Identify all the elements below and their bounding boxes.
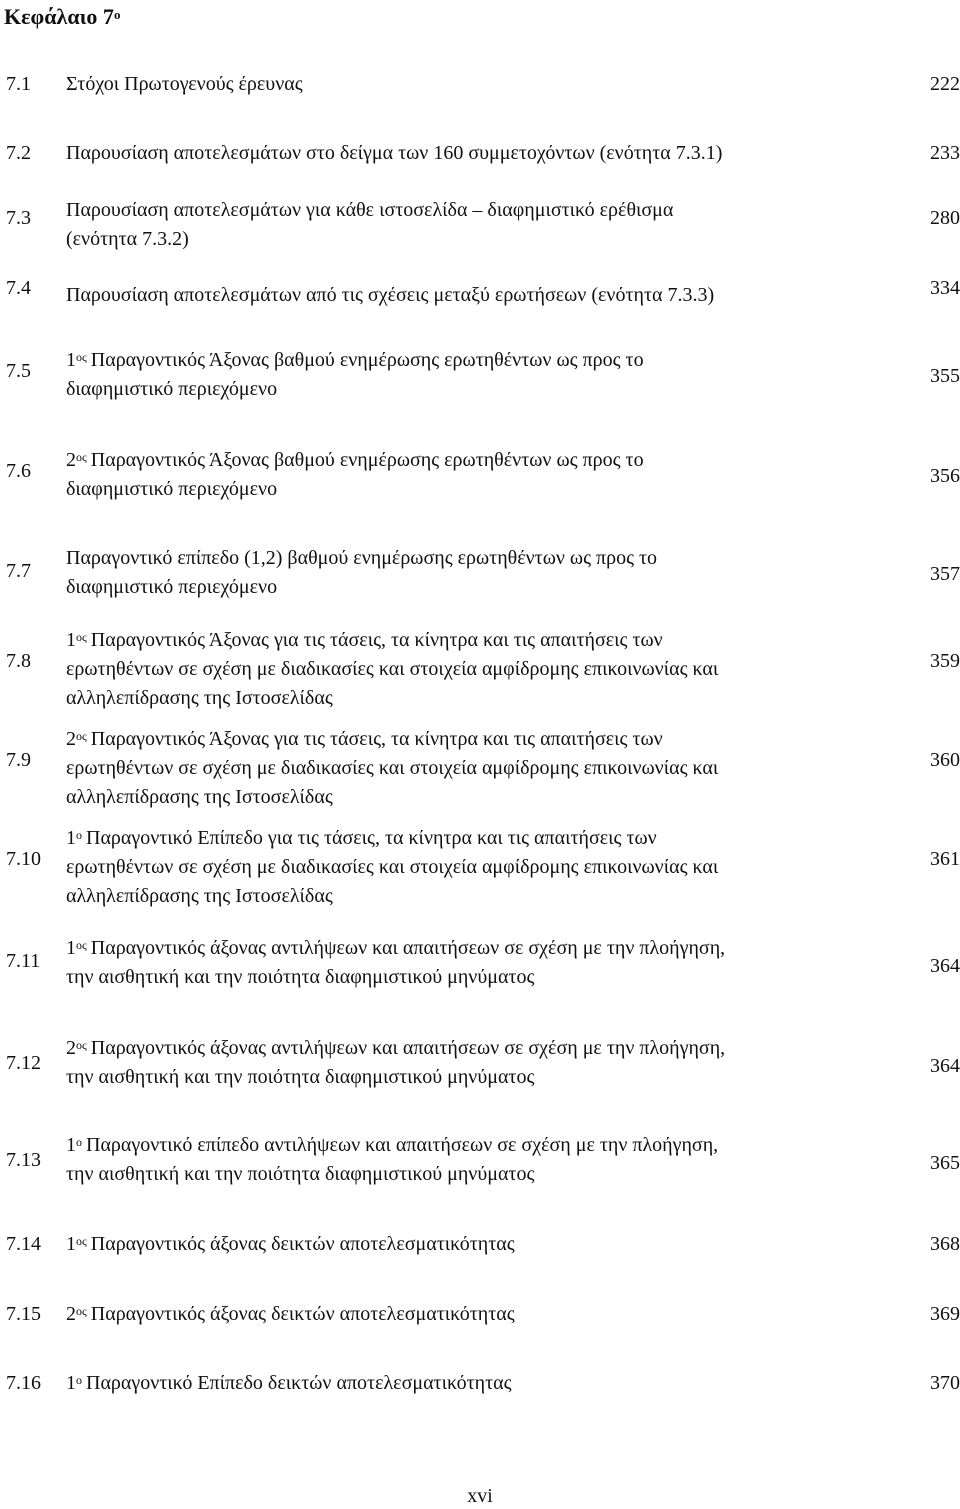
toc-entry-title — [66, 281, 876, 310]
title-text: Παραγοντικός Άξονας βαθμού ενημέρωσης ερωτηθέντων ως προς το — [90, 349, 644, 371]
toc-entry-title-line — [66, 626, 876, 655]
toc-entry-title-line — [66, 934, 876, 963]
title-text: (ενότητα 7.3.2) — [66, 228, 189, 250]
toc-entry-title-line — [66, 196, 876, 225]
toc-entry-title — [66, 934, 876, 992]
ordinal-suffix: ος — [76, 938, 87, 952]
toc-entry-number: 7.8 — [6, 650, 31, 672]
toc-entry-title — [66, 139, 876, 168]
ordinal-suffix: ος — [76, 1038, 87, 1052]
toc-entry-title — [66, 1034, 876, 1092]
toc-entry-page-number: 334 — [930, 277, 960, 299]
toc-entry-number: 7.13 — [6, 1149, 41, 1171]
ordinal-suffix: ο — [76, 1135, 82, 1149]
toc-entry-page-number: 369 — [930, 1303, 960, 1325]
toc-entry-title-line — [66, 70, 876, 99]
title-text: διαφημιστικό περιεχόμενο — [66, 378, 278, 400]
toc-entry-title-line — [66, 375, 876, 404]
toc-entry-number: 7.4 — [6, 277, 31, 299]
ordinal-number: 1 — [66, 349, 76, 371]
toc-entry-number: 7.10 — [6, 848, 41, 870]
toc-entry-title — [66, 544, 876, 602]
toc-entry-title-line — [66, 824, 876, 853]
title-text: την αισθητική και την ποιότητα διαφημιστικού μηνύματος — [66, 1066, 535, 1088]
title-text: ερωτηθέντων σε σχέση με διαδικασίες και στοιχεία αμφίδρομης επικοινωνίας και — [66, 757, 719, 779]
title-text: Παραγοντικό επίπεδο (1,2) βαθμού ενημέρωσης ερωτηθέντων ως προς το — [66, 547, 658, 569]
title-text: Παραγοντικό Επίπεδο δεικτών αποτελεσματικότητας — [86, 1372, 512, 1394]
toc-entry-page-number: 222 — [930, 73, 960, 95]
toc-entry-title-line — [66, 655, 876, 684]
toc-entry-page-number: 355 — [930, 365, 960, 387]
toc-entry-number: 7.16 — [6, 1372, 41, 1394]
ordinal-number: 2 — [66, 728, 76, 750]
title-text: Παραγοντικός άξονας δεικτών αποτελεσματικότητας — [90, 1303, 515, 1325]
page-number-footer: xvi — [467, 1485, 493, 1507]
toc-entry-title-line — [66, 882, 876, 911]
toc-entry-number: 7.12 — [6, 1052, 41, 1074]
toc-entry-number: 7.9 — [6, 749, 31, 771]
ordinal-number: 1 — [66, 827, 76, 849]
ordinal-suffix: ο — [76, 828, 82, 842]
toc-entry-number: 7.7 — [6, 560, 31, 582]
toc-entry-page-number: 368 — [930, 1233, 960, 1255]
toc-entry-page-number: 233 — [930, 142, 960, 164]
ordinal-number: 1 — [66, 1134, 76, 1156]
toc-entry-title-line — [66, 225, 876, 254]
ordinal-suffix: ος — [76, 1304, 87, 1318]
toc-entry-number: 7.11 — [6, 950, 41, 972]
chapter-heading-text: Κεφάλαιο 7 — [4, 4, 114, 29]
toc-entry-number: 7.15 — [6, 1303, 41, 1325]
title-text: Παραγοντικός άξονας αντιλήψεων και απαιτήσεων σε σχέση με την πλοήγηση, — [90, 937, 726, 959]
toc-entry-title-line — [66, 1063, 876, 1092]
toc-entry-number: 7.14 — [6, 1233, 41, 1255]
toc-entry-title-line — [66, 1230, 876, 1259]
toc-entry-page-number: 360 — [930, 749, 960, 771]
title-text: Παρουσίαση αποτελεσμάτων στο δείγμα των 160 συμμετοχόντων (ενότητα 7.3.1) — [66, 142, 723, 164]
toc-entry-title-line — [66, 1369, 876, 1398]
title-text: Παρουσίαση αποτελεσμάτων από τις σχέσεις μεταξύ ερωτήσεων (ενότητα 7.3.3) — [66, 284, 715, 306]
ordinal-number: 2 — [66, 1303, 76, 1325]
toc-entry-page-number: 364 — [930, 1055, 960, 1077]
toc-entry-title-line — [66, 725, 876, 754]
chapter-heading — [4, 2, 120, 32]
title-text: Παραγοντικός Άξονας για τις τάσεις, τα κίνητρα και τις απαιτήσεις των — [90, 728, 663, 750]
toc-entry-title — [66, 1131, 876, 1189]
title-text: αλληλεπίδρασης της Ιστοσελίδας — [66, 687, 333, 709]
title-text: ερωτηθέντων σε σχέση με διαδικασίες και στοιχεία αμφίδρομης επικοινωνίας και — [66, 658, 719, 680]
toc-entry-page-number: 356 — [930, 465, 960, 487]
ordinal-suffix: ος — [76, 1234, 87, 1248]
ordinal-number: 1 — [66, 1233, 76, 1255]
toc-entry-page-number: 359 — [930, 650, 960, 672]
toc-entry-page-number: 365 — [930, 1152, 960, 1174]
toc-entry-page-number: 361 — [930, 848, 960, 870]
ordinal-suffix: ο — [76, 1373, 82, 1387]
ordinal-suffix: ος — [76, 630, 87, 644]
toc-entry-title-line — [66, 1300, 876, 1329]
toc-entry-title-line — [66, 475, 876, 504]
toc-entry-page-number: 357 — [930, 563, 960, 585]
title-text: διαφημιστικό περιεχόμενο — [66, 478, 278, 500]
title-text: Παραγοντικό επίπεδο αντιλήψεων και απαιτήσεων σε σχέση με την πλοήγηση, — [86, 1134, 719, 1156]
title-text: Παρουσίαση αποτελεσμάτων για κάθε ιστοσελίδα – διαφημιστικό ερέθισμα — [66, 199, 674, 221]
toc-entry-title — [66, 1300, 876, 1329]
toc-entry-page-number: 370 — [930, 1372, 960, 1394]
toc-entry-number: 7.3 — [6, 207, 31, 229]
toc-entry-title-line — [66, 139, 876, 168]
ordinal-number: 1 — [66, 937, 76, 959]
toc-entry-number: 7.1 — [6, 73, 31, 95]
toc-entry-title-line — [66, 1131, 876, 1160]
ordinal-number: 2 — [66, 1037, 76, 1059]
title-text: Παραγοντικός άξονας αντιλήψεων και απαιτήσεων σε σχέση με την πλοήγηση, — [90, 1037, 726, 1059]
toc-entry-title-line — [66, 1034, 876, 1063]
toc-entry-title-line — [66, 281, 876, 310]
ordinal-number: 2 — [66, 449, 76, 471]
title-text: Παραγοντικό Επίπεδο για τις τάσεις, τα κίνητρα και τις απαιτήσεις των — [86, 827, 657, 849]
title-text: την αισθητική και την ποιότητα διαφημιστικού μηνύματος — [66, 1163, 535, 1185]
toc-entry-title — [66, 446, 876, 504]
title-text: Παραγοντικός άξονας δεικτών αποτελεσματικότητας — [90, 1233, 515, 1255]
ordinal-suffix: ος — [76, 729, 87, 743]
toc-entry-title-line — [66, 754, 876, 783]
toc-entry-title — [66, 346, 876, 404]
title-text: αλληλεπίδρασης της Ιστοσελίδας — [66, 885, 333, 907]
toc-entry-title — [66, 626, 876, 713]
toc-entry-page-number: 280 — [930, 207, 960, 229]
ordinal-suffix: ος — [76, 350, 87, 364]
title-text: ερωτηθέντων σε σχέση με διαδικασίες και στοιχεία αμφίδρομης επικοινωνίας και — [66, 856, 719, 878]
title-text: την αισθητική και την ποιότητα διαφημιστικού μηνύματος — [66, 966, 535, 988]
title-text: αλληλεπίδρασης της Ιστοσελίδας — [66, 786, 333, 808]
toc-entry-title — [66, 725, 876, 812]
title-text: διαφημιστικό περιεχόμενο — [66, 576, 278, 598]
ordinal-number: 1 — [66, 1372, 76, 1394]
title-text: Παραγοντικός Άξονας για τις τάσεις, τα κίνητρα και τις απαιτήσεις των — [90, 629, 663, 651]
toc-entry-title-line — [66, 684, 876, 713]
toc-entry-title-line — [66, 544, 876, 573]
chapter-heading-sup: ο — [113, 7, 121, 22]
toc-entry-title-line — [66, 783, 876, 812]
toc-entry-title-line — [66, 963, 876, 992]
toc-entry-page-number: 364 — [930, 955, 960, 977]
toc-entry-number: 7.2 — [6, 142, 31, 164]
toc-entry-title — [66, 1230, 876, 1259]
toc-entry-title — [66, 1369, 876, 1398]
toc-entry-title-line — [66, 346, 876, 375]
title-text: Στόχοι Πρωτογενούς έρευνας — [66, 73, 303, 95]
toc-entry-title-line — [66, 446, 876, 475]
ordinal-suffix: ος — [76, 450, 87, 464]
title-text: Παραγοντικός Άξονας βαθμού ενημέρωσης ερωτηθέντων ως προς το — [90, 449, 644, 471]
toc-entry-title-line — [66, 1160, 876, 1189]
toc-entry-title — [66, 70, 876, 99]
toc-entry-number: 7.5 — [6, 360, 31, 382]
toc-entry-number: 7.6 — [6, 460, 31, 482]
toc-entry-title-line — [66, 573, 876, 602]
ordinal-number: 1 — [66, 629, 76, 651]
toc-entry-title — [66, 824, 876, 911]
toc-entry-title — [66, 196, 876, 254]
toc-entry-title-line — [66, 853, 876, 882]
